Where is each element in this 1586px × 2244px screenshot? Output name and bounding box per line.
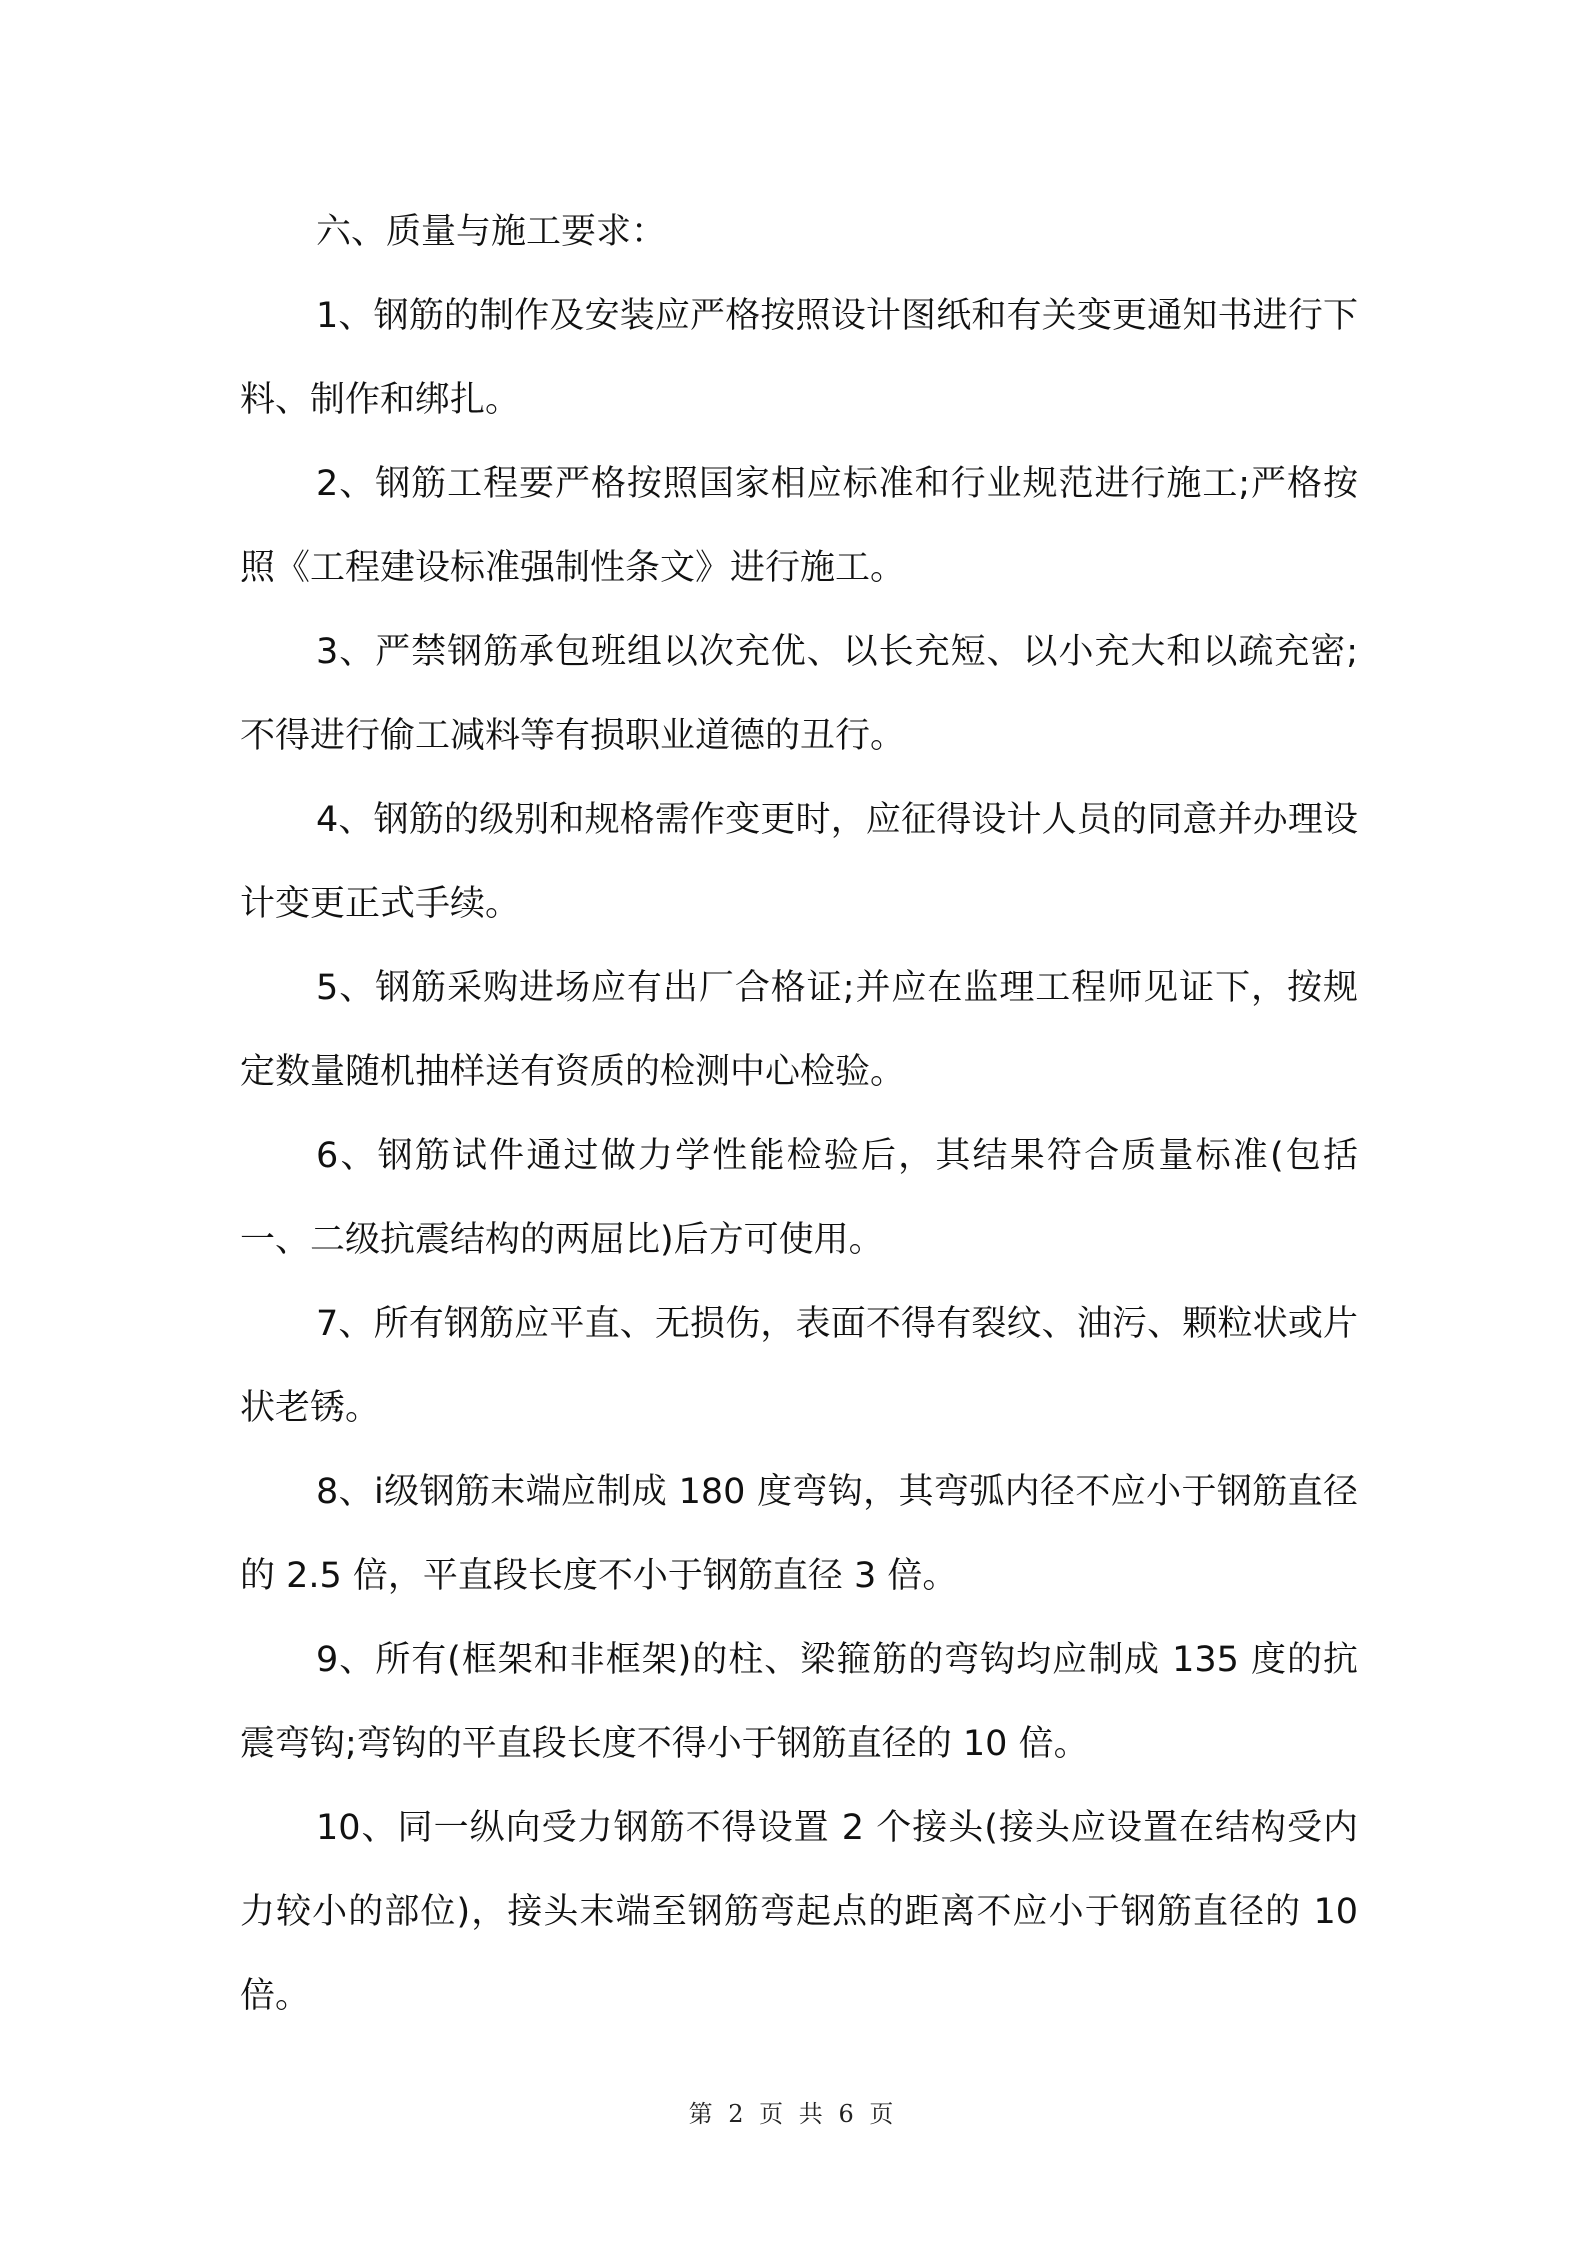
paragraph-10: 10、同一纵向受力钢筋不得设置 2 个接头(接头应设置在结构受内力较小的部位)，接头末端至钢筋弯起点的距离不应小于钢筋直径的 10 倍。 (240, 1808, 1358, 2016)
paragraph-2: 2、钢筋工程要严格按照国家相应标准和行业规范进行施工;严格按照《工程建设标准强制性条文》进行施工。 (240, 464, 1358, 588)
paragraph-4: 4、钢筋的级别和规格需作变更时，应征得设计人员的同意并办理设计变更正式手续。 (240, 800, 1358, 924)
paragraph-6: 6、钢筋试件通过做力学性能检验后，其结果符合质量标准(包括一、二级抗震结构的两屈比)后方可使用。 (240, 1136, 1358, 1260)
paragraph-5: 5、钢筋采购进场应有出厂合格证;并应在监理工程师见证下，按规定数量随机抽样送有资质的检测中心检验。 (240, 968, 1358, 1092)
paragraph-3: 3、严禁钢筋承包班组以次充优、以长充短、以小充大和以疏充密;不得进行偷工减料等有损职业道德的丑行。 (240, 632, 1358, 756)
paragraph-8: 8、ⅰ级钢筋末端应制成 180 度弯钩，其弯弧内径不应小于钢筋直径的 2.5 倍，平直段长度不小于钢筋直径 3 倍。 (240, 1472, 1358, 1596)
document-body (240, 190, 1358, 2038)
section-heading: 六、质量与施工要求： (316, 212, 667, 252)
paragraph-9: 9、所有(框架和非框架)的柱、梁箍筋的弯钩均应制成 135 度的抗震弯钩;弯钩的平直段长度不得小于钢筋直径的 10 倍。 (240, 1640, 1358, 1764)
paragraph-1: 1、钢筋的制作及安装应严格按照设计图纸和有关变更通知书进行下料、制作和绑扎。 (240, 296, 1358, 420)
page-number-footer: 第 2 页 共 6 页 (688, 2100, 898, 2128)
paragraph-7: 7、所有钢筋应平直、无损伤，表面不得有裂纹、油污、颗粒状或片状老锈。 (240, 1304, 1358, 1428)
